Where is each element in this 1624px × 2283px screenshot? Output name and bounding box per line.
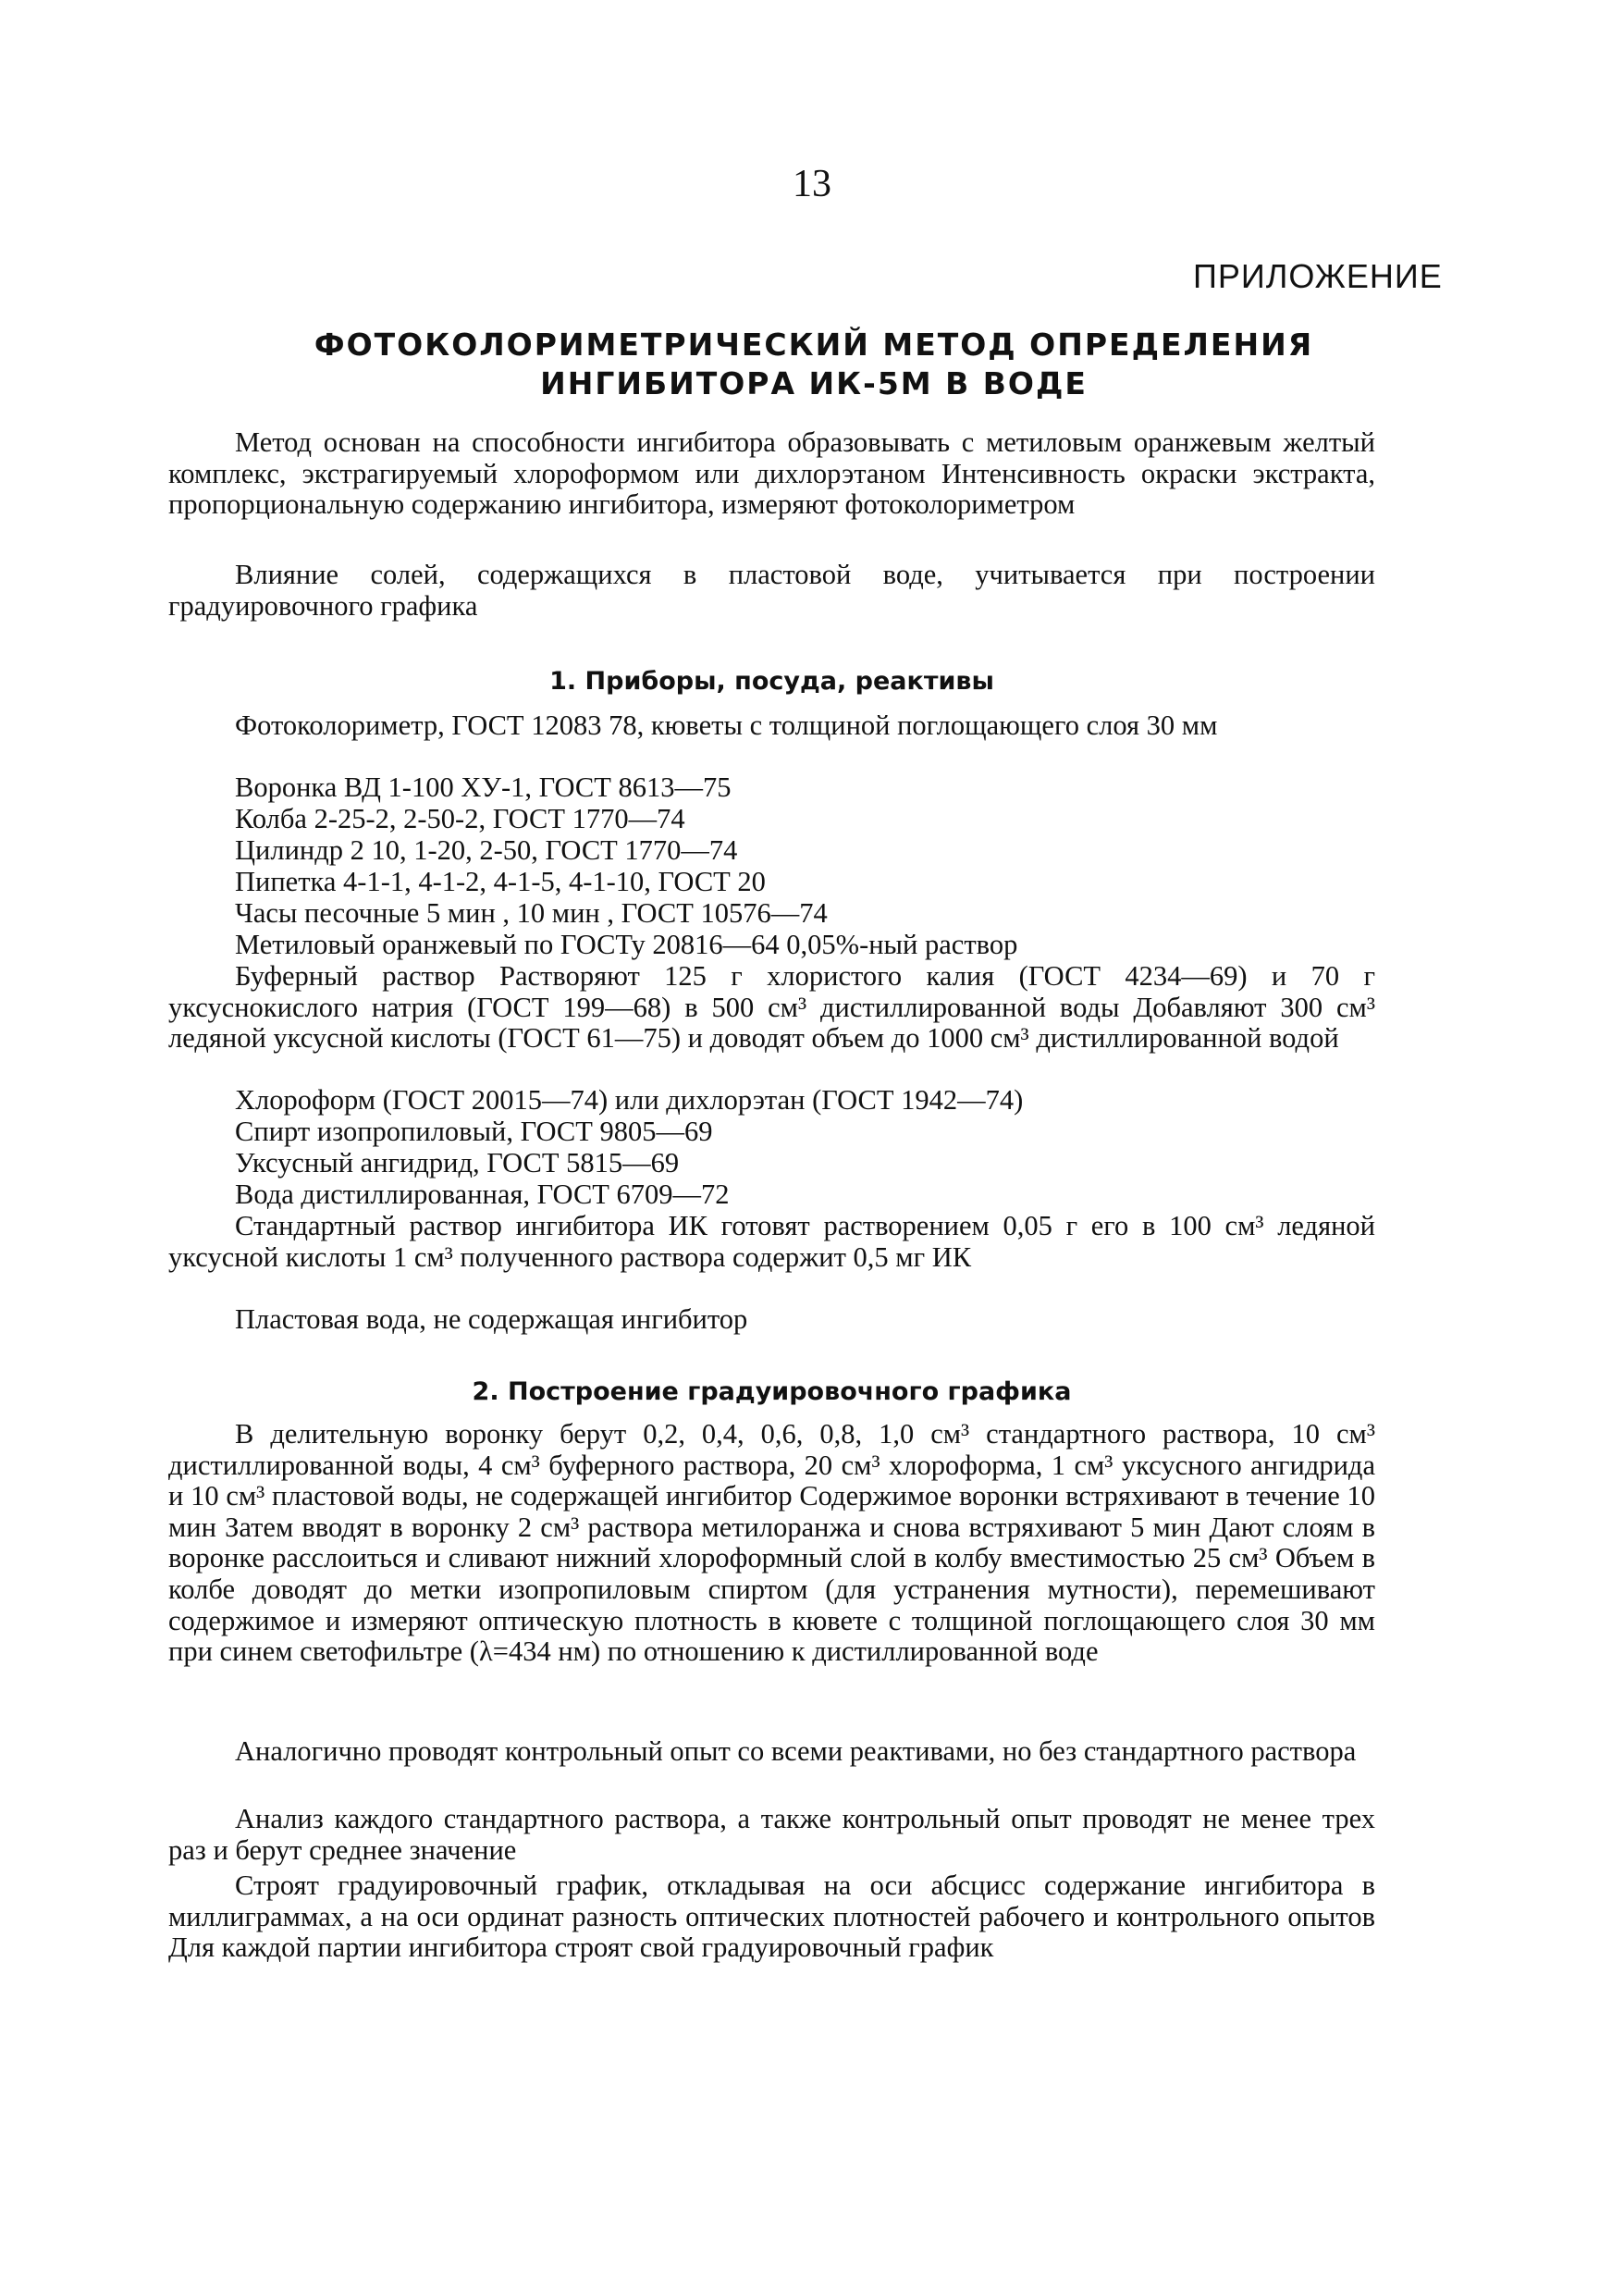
calibration-paragraph: Строят градуировочный график, откладывая на оси абсцисс содержание ингибитора в миллиграммах, а на оси ординат разность оптических плотностей рабочего и контрольного опытов Для каждой партии ингибитора строят свой градуировочный график (168, 1870, 1375, 1964)
equipment-item: Цилиндр 2 10, 1-20, 2-50, ГОСТ 1770—74 (235, 834, 738, 866)
equipment-item: Стандартный раствор ингибитора ИК готовят растворением 0,05 г его в 100 см³ ледяной уксусной кислоты 1 см³ полученного раствора содержит 0,5 мг ИК (168, 1210, 1375, 1273)
equipment-item: Пластовая вода, не содержащая ингибитор (235, 1303, 748, 1335)
appendix-label: ПРИЛОЖЕНИЕ (1193, 257, 1443, 295)
calibration-paragraph: Анализ каждого стандартного раствора, а также контрольный опыт проводят не менее трех раз и берут среднее значение (168, 1803, 1375, 1866)
calibration-paragraph: В делительную воронку берут 0,2, 0,4, 0,6, 0,8, 1,0 см³ стандартного раствора, 10 см³ дистиллированной воды, 4 см³ буферного раствора, 20 см³ хлороформа, 1 см³ уксусного ангидрида и 10 см³ пластовой воды, не содержащей ингибитор Содержимое воронки встряхивают в течение 10 мин Затем вводят в воронку 2 см³ раствора метилоранжа и снова встряхивают 5 мин Дают слоям в воронке расслоиться и сливают нижний хлороформный слой в колбу вместимостью 25 см³ Объем в колбе доводят до метки изопропиловым спиртом (для устранения мутности), перемешивают содержимое и измеряют оптическую плотность в кювете с толщиной поглощающего слоя 30 мм при синем светофильтре (λ=434 нм) по отношению к дистиллированной воде (168, 1418, 1375, 1668)
equipment-item: Метиловый оранжевый по ГОСТу 20816—64 0,05%-ный раствор (235, 929, 1018, 960)
page-number: 13 (793, 163, 831, 205)
equipment-item: Часы песочные 5 мин , 10 мин , ГОСТ 10576—74 (235, 897, 828, 929)
equipment-item: Хлороформ (ГОСТ 20015—74) или дихлорэтан (ГОСТ 1942—74) (235, 1084, 1024, 1116)
equipment-item: Фотоколориметр, ГОСТ 12083 78, кюветы с толщиной поглощающего слоя 30 мм (235, 710, 1218, 741)
equipment-item: Спирт изопропиловый, ГОСТ 9805—69 (235, 1116, 713, 1147)
equipment-item: Вода дистиллированная, ГОСТ 6709—72 (235, 1179, 730, 1210)
section-heading-equipment: 1. Приборы, посуда, реактивы (549, 667, 994, 696)
equipment-item: Буферный раствор Растворяют 125 г хлористого калия (ГОСТ 4234—69) и 70 г уксуснокислого натрия (ГОСТ 199—68) в 500 см³ дистиллированной воды Добавляют 300 см³ ледяной уксусной кислоты (ГОСТ 61—75) и доводят объем до 1000 см³ дистиллированной водой (168, 960, 1375, 1055)
equipment-item: Пипетка 4-1-1, 4-1-2, 4-1-5, 4-1-10, ГОСТ 20 (235, 866, 766, 897)
equipment-item: Уксусный ангидрид, ГОСТ 5815—69 (235, 1147, 680, 1179)
equipment-item: Колба 2-25-2, 2-50-2, ГОСТ 1770—74 (235, 803, 685, 834)
document-title: ФОТОКОЛОРИМЕТРИЧЕСКИЙ МЕТОД ОПРЕДЕЛЕНИЯ ИНГИБИТОРА ИК-5М В ВОДЕ (314, 327, 1314, 401)
equipment-item: Воронка ВД 1-100 ХУ-1, ГОСТ 8613—75 (235, 771, 732, 803)
section-heading-calibration: 2. Построение градуировочного графика (472, 1377, 1072, 1406)
calibration-paragraph: Аналогично проводят контрольный опыт со всеми реактивами, но без стандартного раствора (235, 1735, 1357, 1767)
intro-paragraph: Метод основан на способности ингибитора образовывать с метиловым оранжевым желтый комплекс, экстрагируемый хлороформом или дихлорэтаном Интенсивность окраски экстракта, пропорциональную содержанию ингибитора, измеряют фотоколориметром (168, 426, 1375, 521)
intro-paragraph: Влияние солей, содержащихся в пластовой воде, учитывается при построении градуировочного графика (168, 559, 1375, 622)
